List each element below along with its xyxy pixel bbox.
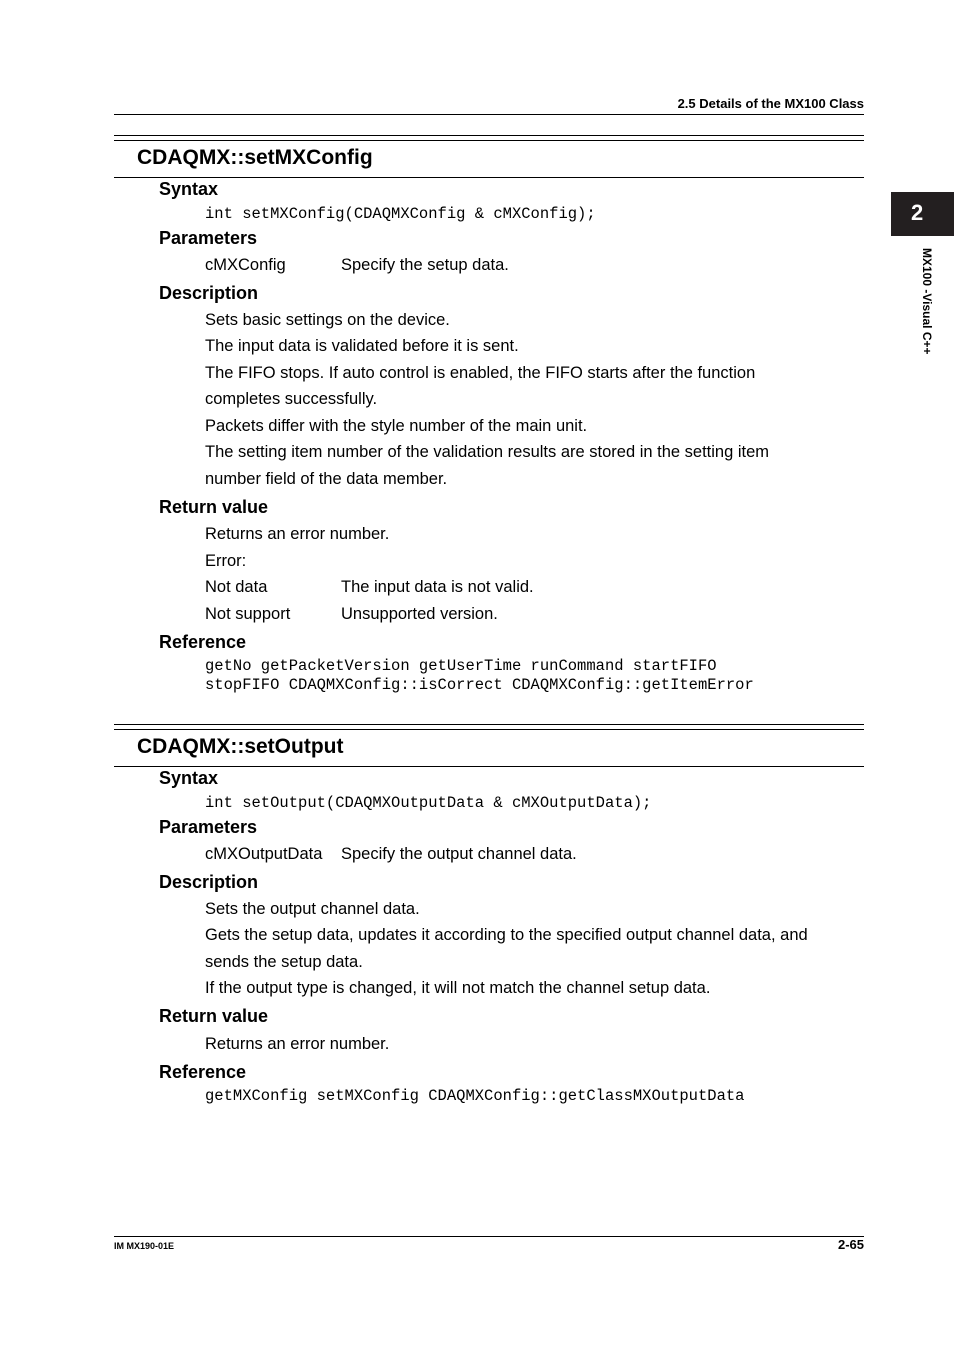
reference-code: getMXConfig setMXConfig CDAQMXConfig::getClassMXOutputData — [205, 1087, 745, 1105]
description-line: If the output type is changed, it will not match the channel setup data. — [205, 979, 711, 997]
syntax-heading: Syntax — [159, 768, 219, 788]
description-line: Packets differ with the style number of the main unit. — [205, 417, 588, 435]
chapter-number: 2 — [911, 200, 924, 225]
parameter-desc: Specify the setup data. — [341, 256, 509, 274]
error-label: Error: — [205, 552, 247, 570]
page-number: 2-65 — [837, 1237, 864, 1252]
description-line: The setting item number of the validation results are stored in the setting item — [205, 443, 770, 461]
description-line: number field of the data member. — [205, 470, 448, 488]
section-title: CDAQMX::setOutput — [137, 735, 344, 758]
description-line: Gets the setup data, updates it according to the specified output channel data, and — [205, 926, 808, 944]
description-heading: Description — [159, 872, 259, 892]
description-line: Sets the output channel data. — [205, 900, 420, 918]
return-text: Returns an error number. — [205, 1035, 390, 1053]
header-rule — [114, 114, 864, 115]
section-title-underline — [114, 177, 864, 178]
return-heading: Return value — [159, 1006, 269, 1026]
doc-id: IM MX190-01E — [114, 1241, 175, 1251]
parameters-heading: Parameters — [159, 817, 258, 837]
parameter-name: cMXOutputData — [205, 845, 323, 863]
section-title: CDAQMX::setMXConfig — [137, 146, 373, 169]
error-desc: The input data is not valid. — [341, 578, 534, 596]
description-heading: Description — [159, 283, 259, 303]
parameter-name: cMXConfig — [205, 256, 286, 274]
reference-code: stopFIFO CDAQMXConfig::isCorrect CDAQMXConfig::getItemError — [205, 676, 754, 694]
section-rule-top-inner — [114, 729, 864, 730]
parameters-heading: Parameters — [159, 228, 258, 248]
section-rule-top — [114, 724, 864, 725]
section-rule-top-inner — [114, 140, 864, 141]
syntax-heading: Syntax — [159, 179, 219, 199]
description-line: The input data is validated before it is sent. — [205, 337, 519, 355]
reference-heading: Reference — [159, 1062, 247, 1082]
return-text: Returns an error number. — [205, 525, 390, 543]
syntax-code: int setMXConfig(CDAQMXConfig & cMXConfig); — [205, 205, 596, 223]
error-name: Not support — [205, 605, 291, 623]
description-line: completes successfully. — [205, 390, 378, 408]
chapter-tab — [891, 192, 954, 236]
parameter-desc: Specify the output channel data. — [341, 845, 577, 863]
running-header: 2.5 Details of the MX100 Class — [677, 96, 864, 111]
return-heading: Return value — [159, 497, 269, 517]
syntax-code: int setOutput(CDAQMXOutputData & cMXOutputData); — [205, 794, 652, 812]
reference-code: getNo getPacketVersion getUserTime runCommand startFIFO — [205, 657, 717, 675]
description-line: sends the setup data. — [205, 953, 363, 971]
description-line: The FIFO stops. If auto control is enabled, the FIFO starts after the function — [205, 364, 756, 382]
chapter-side-label — [920, 248, 934, 378]
error-name: Not data — [205, 578, 268, 596]
section-rule-top — [114, 135, 864, 136]
reference-heading: Reference — [159, 632, 247, 652]
section-title-underline — [114, 766, 864, 767]
description-line: Sets basic settings on the device. — [205, 311, 450, 329]
chapter-side-label-text: MX100 -Visual C++ — [920, 248, 934, 355]
error-desc: Unsupported version. — [341, 605, 498, 623]
